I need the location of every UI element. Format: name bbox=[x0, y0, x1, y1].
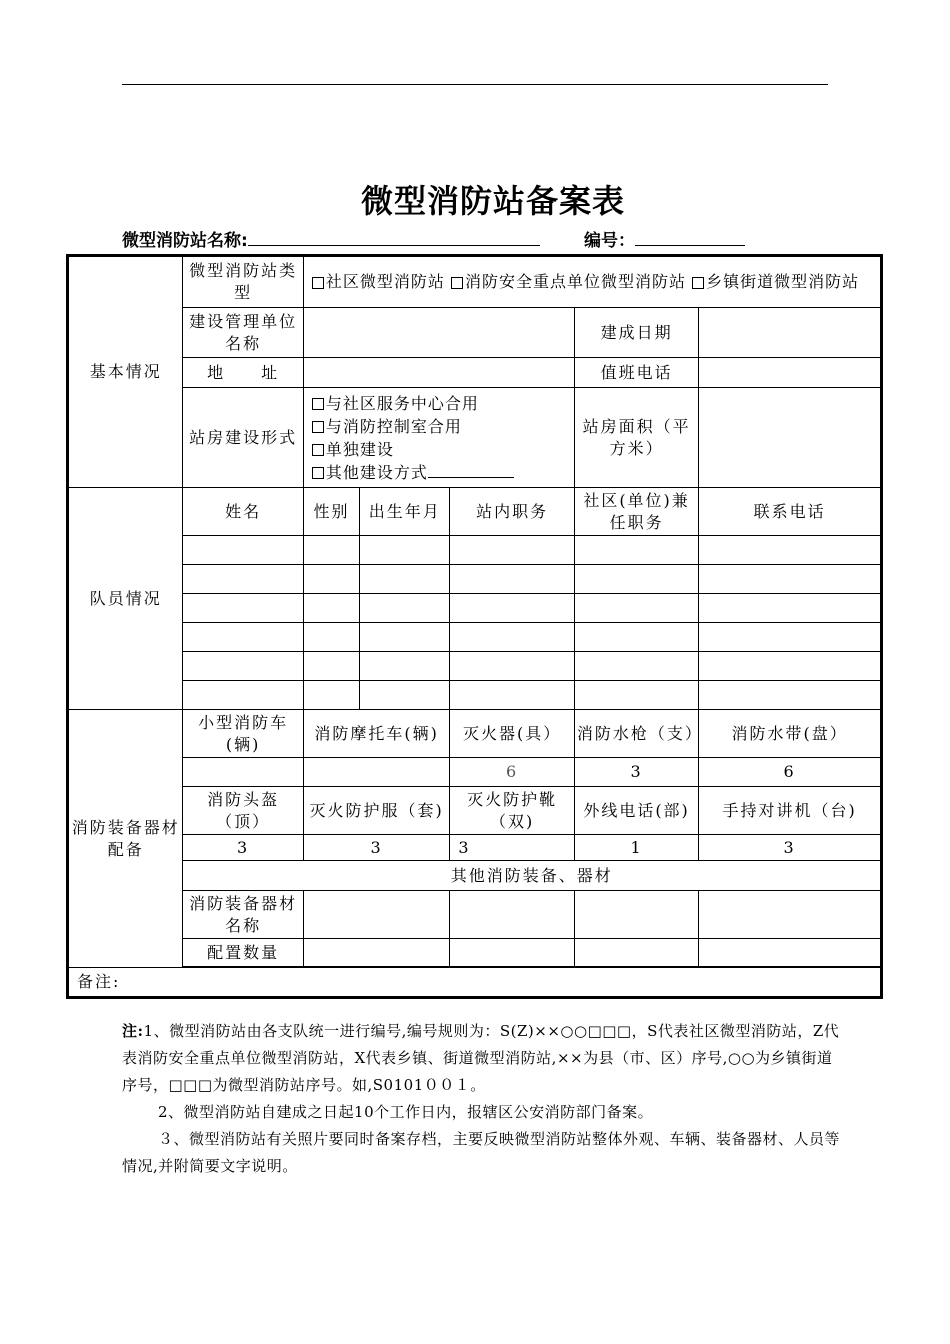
other-qty-input[interactable] bbox=[699, 939, 882, 967]
page-title: 微型消防站备案表 bbox=[360, 182, 625, 220]
number-label: 编号： bbox=[584, 231, 635, 251]
other-equipment-title: 其他消防装备、器材 bbox=[183, 861, 882, 891]
type-options: 社区微型消防站 消防安全重点单位微型消防站 乡镇街道微型消防站 bbox=[303, 256, 881, 308]
section-basic: 基本情况 bbox=[68, 256, 183, 488]
remarks[interactable]: 备注: bbox=[68, 968, 882, 998]
notes bbox=[122, 1018, 842, 1180]
equip-value[interactable]: 3 bbox=[183, 835, 303, 861]
checkbox[interactable] bbox=[312, 444, 324, 456]
table-row bbox=[68, 536, 882, 565]
other-name-input[interactable] bbox=[699, 891, 882, 939]
built-date-input[interactable] bbox=[699, 308, 882, 358]
equip-label: 消防水带(盘） bbox=[699, 710, 882, 758]
address-label: 地 址 bbox=[183, 358, 303, 388]
station-name-blank[interactable] bbox=[248, 229, 540, 246]
table-row bbox=[68, 565, 882, 594]
address-input[interactable] bbox=[303, 358, 574, 388]
number-field[interactable] bbox=[584, 226, 745, 251]
equip-label: 外线电话(部) bbox=[574, 787, 698, 835]
form-options: 与社区服务中心合用 与消防控制室合用 单独建设 其他建设方式 bbox=[303, 388, 574, 488]
section-members: 队员情况 bbox=[68, 488, 183, 710]
equip-label: 消防头盔（顶） bbox=[183, 787, 303, 835]
type-label: 微型消防站类型 bbox=[183, 256, 303, 308]
duty-phone-label: 值班电话 bbox=[574, 358, 698, 388]
other-name-input[interactable] bbox=[574, 891, 698, 939]
equip-value[interactable] bbox=[303, 758, 450, 787]
equip-label: 灭火器(具） bbox=[450, 710, 574, 758]
section-equipment: 消防装备器材配备 bbox=[68, 710, 183, 968]
equip-label: 手持对讲机（台) bbox=[699, 787, 882, 835]
header-rule bbox=[122, 84, 828, 85]
col-gender: 性别 bbox=[303, 488, 359, 536]
equip-value[interactable]: 3 bbox=[574, 758, 698, 787]
station-name-label: 微型消防站名称: bbox=[122, 231, 248, 251]
note-2: 2、微型消防站自建成之日起10个工作日内，报辖区公安消防部门备案。 bbox=[158, 1103, 654, 1121]
area-input[interactable] bbox=[699, 388, 882, 488]
area-label: 站房面积（平方米） bbox=[574, 388, 698, 488]
other-qty-input[interactable] bbox=[303, 939, 450, 967]
other-qty-input[interactable] bbox=[574, 939, 698, 967]
checkbox[interactable] bbox=[451, 277, 463, 289]
mgmt-input[interactable] bbox=[303, 308, 574, 358]
note-1: 注:1、微型消防站由各支队统一进行编号,编号规则为：S(Z)××○○□□□，S代表社区微型消防站，Z代表消防安全重点单位微型消防站，X代表乡镇、街道微型消防站,××为县（市、区）序号,○○为乡镇街道序号，□□□为微型消防站序号。如,S0101００１。 bbox=[122, 1022, 840, 1094]
other-qty-input[interactable] bbox=[450, 939, 574, 967]
table-row bbox=[68, 681, 882, 710]
equip-label: 消防摩托车(辆) bbox=[303, 710, 450, 758]
equip-label: 灭火防护靴（双) bbox=[450, 787, 574, 835]
checkbox[interactable] bbox=[312, 467, 324, 479]
form-label: 站房建设形式 bbox=[183, 388, 303, 488]
col-name: 姓名 bbox=[183, 488, 303, 536]
other-qty-label: 配置数量 bbox=[183, 939, 303, 967]
other-name-label: 消防装备器材名称 bbox=[183, 891, 303, 939]
station-name-field[interactable] bbox=[122, 226, 540, 251]
col-birth: 出生年月 bbox=[360, 488, 450, 536]
table-row bbox=[68, 623, 882, 652]
note-3: ３、微型消防站有关照片要同时备案存档，主要反映微型消防站整体外观、车辆、装备器材、人员等情况,并附简要文字说明。 bbox=[122, 1130, 841, 1175]
equip-value[interactable]: 3 bbox=[450, 835, 574, 861]
checkbox[interactable] bbox=[312, 277, 324, 289]
equip-value[interactable]: 3 bbox=[699, 835, 882, 861]
table-row bbox=[68, 652, 882, 681]
equip-value[interactable] bbox=[183, 758, 303, 787]
other-name-input[interactable] bbox=[303, 891, 450, 939]
checkbox[interactable] bbox=[312, 421, 324, 433]
col-concurrent: 社区(单位)兼任职务 bbox=[574, 488, 698, 536]
checkbox[interactable] bbox=[692, 277, 704, 289]
duty-phone-input[interactable] bbox=[699, 358, 882, 388]
equip-value[interactable]: 3 bbox=[303, 835, 450, 861]
other-method-blank[interactable] bbox=[428, 463, 514, 478]
equip-label: 灭火防护服（套) bbox=[303, 787, 450, 835]
number-blank[interactable] bbox=[635, 229, 745, 246]
equip-label: 小型消防车(辆) bbox=[183, 710, 303, 758]
other-name-input[interactable] bbox=[450, 891, 574, 939]
checkbox[interactable] bbox=[312, 398, 324, 410]
equip-label: 消防水枪（支） bbox=[574, 710, 698, 758]
equip-value[interactable]: 1 bbox=[574, 835, 698, 861]
col-phone: 联系电话 bbox=[699, 488, 882, 536]
table-row bbox=[68, 594, 882, 623]
filing-form-table bbox=[66, 254, 883, 999]
built-date-label: 建成日期 bbox=[574, 308, 698, 358]
mgmt-label: 建设管理单位名称 bbox=[183, 308, 303, 358]
col-position: 站内职务 bbox=[450, 488, 574, 536]
equip-value[interactable]: 6 bbox=[450, 758, 574, 787]
equip-value[interactable]: 6 bbox=[699, 758, 882, 787]
